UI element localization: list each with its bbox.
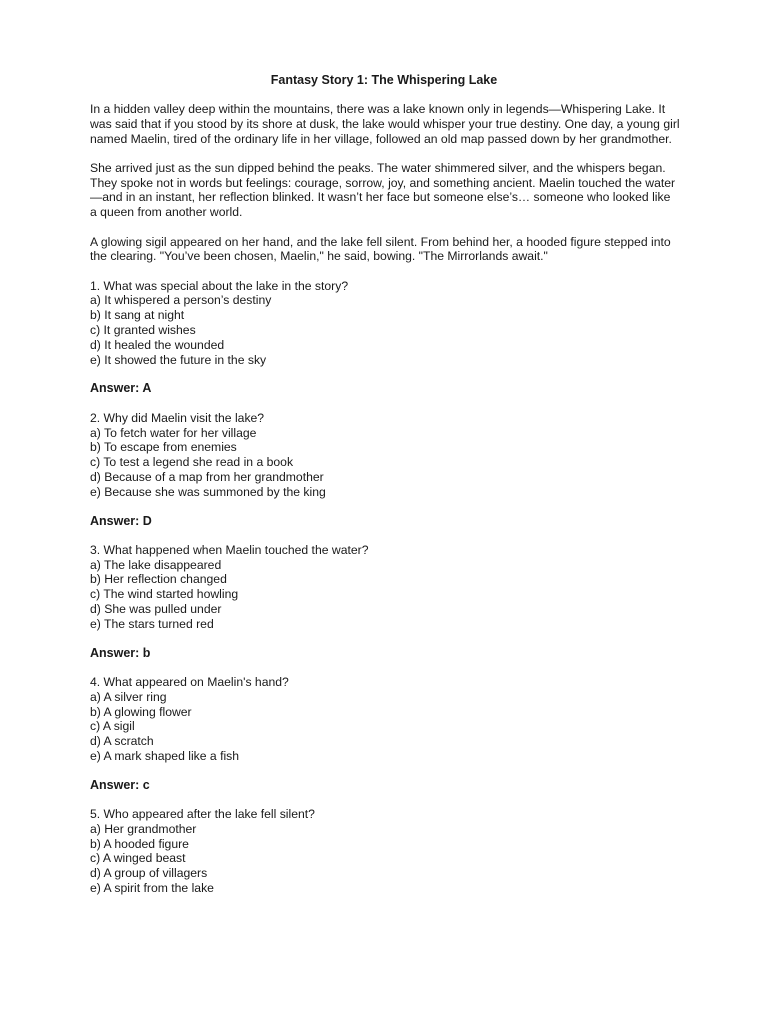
- option-b: b) A glowing flower: [90, 704, 192, 719]
- option-e: e) A mark shaped like a fish: [90, 748, 240, 763]
- question-5: [90, 807, 680, 896]
- question-text: 4. What appeared on Maelin's hand?: [90, 674, 289, 689]
- question-text: 2. Why did Maelin visit the lake?: [90, 410, 265, 425]
- option-c: c) It granted wishes: [90, 323, 196, 338]
- option-e: e) Because she was summoned by the king: [90, 484, 326, 499]
- answer-label: Answer: b: [90, 645, 151, 660]
- question-1: [90, 279, 680, 397]
- option-c: c) A winged beast: [90, 851, 186, 866]
- answer-label: Answer: A: [90, 381, 152, 396]
- option-c: c) To test a legend she read in a book: [90, 455, 294, 470]
- story-paragraph-3: A glowing sigil appeared on her hand, and the lake fell silent. From behind her, a hooded figure stepped into the clearing. "You’ve been chosen, Maelin," he said, bowing. "The Mirrorlands await.": [90, 234, 671, 264]
- option-b: b) A hooded figure: [90, 836, 189, 851]
- option-b: b) Her reflection changed: [90, 572, 227, 587]
- question-text: 3. What happened when Maelin touched the water?: [90, 542, 369, 557]
- option-e: e) A spirit from the lake: [90, 880, 214, 895]
- option-b: b) It sang at night: [90, 308, 185, 323]
- option-e: e) The stars turned red: [90, 616, 214, 631]
- question-2: [90, 411, 680, 529]
- option-b: b) To escape from enemies: [90, 440, 237, 455]
- answer-label: Answer: D: [90, 513, 152, 528]
- question-4: [90, 675, 680, 793]
- document-title: Fantasy Story 1: The Whispering Lake: [270, 73, 498, 87]
- option-e: e) It showed the future in the sky: [90, 352, 267, 367]
- option-d: d) Because of a map from her grandmother: [90, 469, 324, 484]
- question-text: 5. Who appeared after the lake fell silent?: [90, 806, 315, 821]
- question-text: 1. What was special about the lake in the story?: [90, 278, 349, 293]
- option-d: d) A scratch: [90, 734, 154, 749]
- answer-label: Answer: c: [90, 777, 150, 792]
- option-d: d) She was pulled under: [90, 602, 222, 617]
- option-a: a) Her grandmother: [90, 821, 197, 836]
- option-a: a) The lake disappeared: [90, 557, 222, 572]
- option-c: c) A sigil: [90, 719, 135, 734]
- option-a: a) To fetch water for her village: [90, 425, 257, 440]
- option-d: d) A group of villagers: [90, 866, 208, 881]
- option-c: c) The wind started howling: [90, 587, 239, 602]
- option-a: a) A silver ring: [90, 689, 167, 704]
- story-paragraph-2: She arrived just as the sun dipped behind the peaks. The water shimmered silver, and the whispers began. They spoke not in words but feelings: courage, sorrow, joy, and something ancient. Maelin touched the water—and in an instant, her reflection blinked. It wasn’t her face but someone else’s… someone who looked like a queen from another world.: [90, 160, 676, 220]
- option-d: d) It healed the wounded: [90, 337, 225, 352]
- document-body: [90, 102, 680, 896]
- story-paragraph-1: In a hidden valley deep within the mountains, there was a lake known only in legends—Whispering Lake. It was said that if you stood by its shore at dusk, the lake would whisper your true destiny. One day, a young girl named Maelin, tired of the ordinary life in her village, followed an old map passed down by her grandmother.: [90, 102, 680, 146]
- question-3: [90, 543, 680, 661]
- option-a: a) It whispered a person’s destiny: [90, 293, 272, 308]
